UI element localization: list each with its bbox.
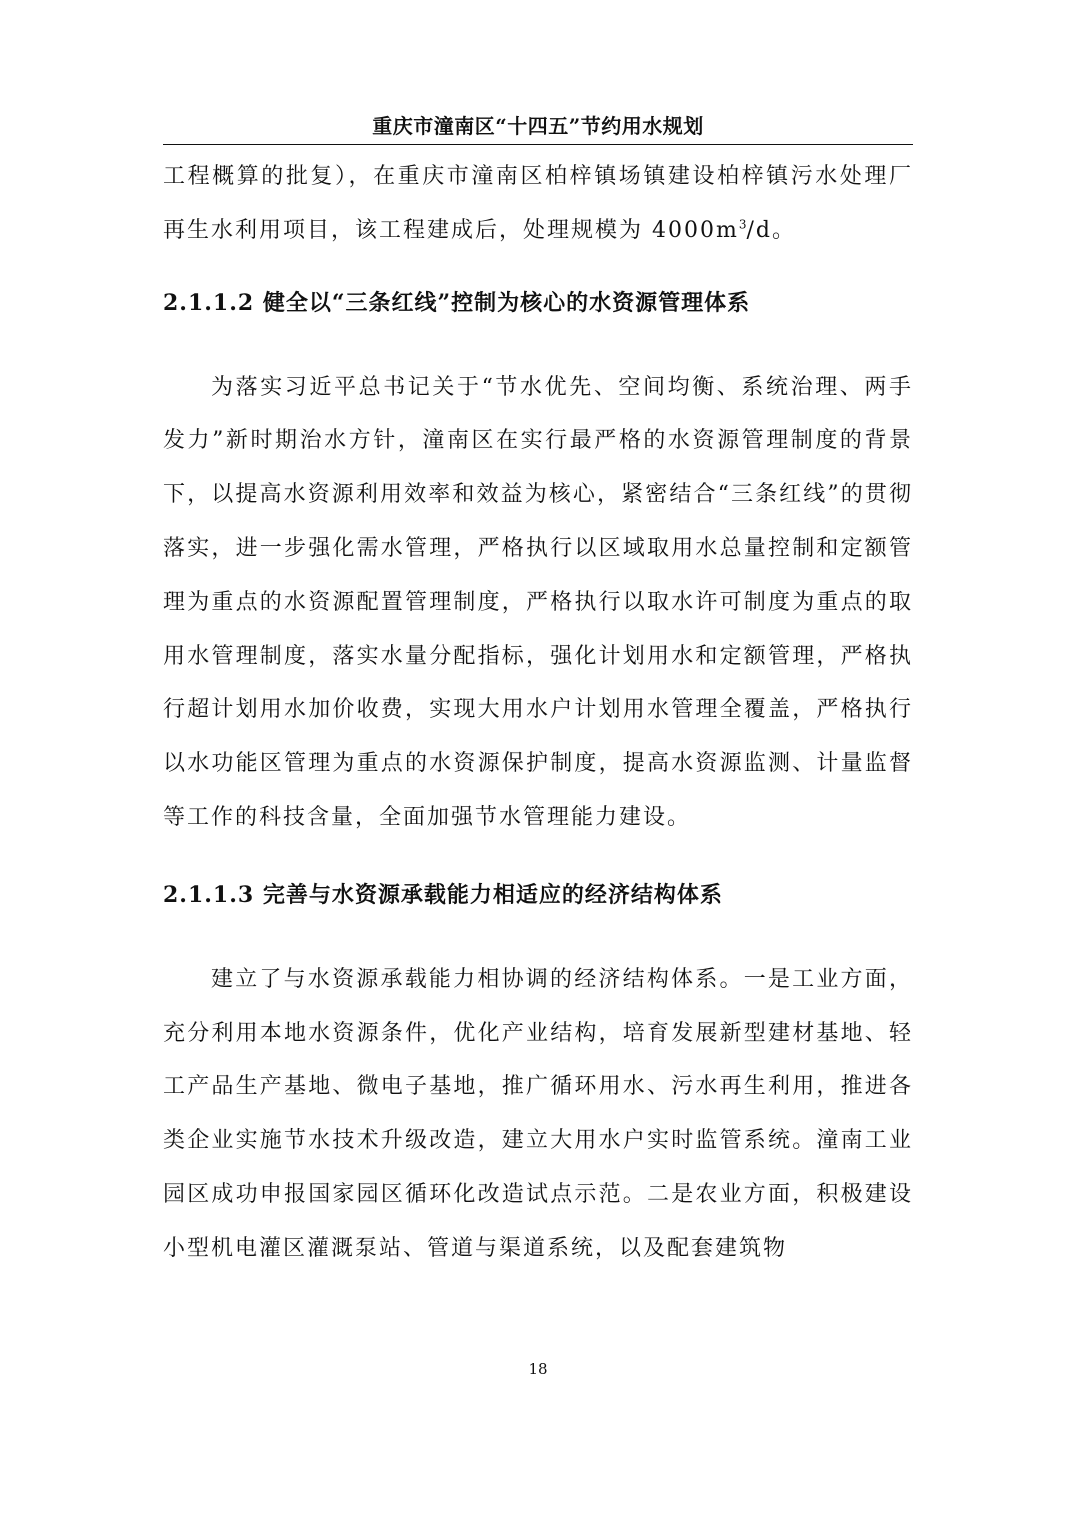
section-heading: 2.1.1.3 完善与水资源承载能力相适应的经济结构体系 (163, 881, 723, 908)
intro-text-end: /d。 (746, 217, 796, 243)
intro-paragraph (163, 150, 913, 258)
section-heading: 2.1.1.2 健全以“三条红线”控制为核心的水资源管理体系 (163, 289, 751, 316)
running-header: 重庆市潼南区“十四五”节约用水规划 (372, 114, 704, 138)
header-divider (163, 144, 913, 145)
section-paragraph: 建立了与水资源承载能力相协调的经济结构体系。一是工业方面，充分利用本地水资源条件，优化产业结构，培育发展新型建材基地、轻工产品生产基地、微电子基地，推广循环用水、污水再生利用，推进各类企业实施节水技术升级改造，建立大用水户实时监管系统。潼南工业园区成功申报国家园区循环化改造试点示范。二是农业方面，积极建设小型机电灌区灌溉泵站、管道与渠道系统，以及配套建筑物 (163, 966, 913, 1261)
page-number: 18 (528, 1360, 548, 1378)
unit-superscript: 3 (738, 217, 747, 232)
page-body (163, 150, 913, 1276)
intro-text: 工程概算的批复），在重庆市潼南区柏梓镇场镇建设柏梓镇污水处理厂再生水利用项目，该工程建成后，处理规模为 4000m (163, 164, 913, 243)
section-paragraph: 为落实习近平总书记关于“节水优先、空间均衡、系统治理、两手发力”新时期治水方针，潼南区在实行最严格的水资源管理制度的背景下，以提高水资源利用效率和效益为核心，紧密结合“三条红线”的贯彻落实，进一步强化需水管理，严格执行以区域取用水总量控制和定额管理为重点的水资源配置管理制度，严格执行以取水许可制度为重点的取用水管理制度，落实水量分配指标，强化计划用水和定额管理，严格执行超计划用水加价收费，实现大用水户计划用水管理全覆盖，严格执行以水功能区管理为重点的水资源保护制度，提高水资源监测、计量监督等工作的科技含量，全面加强节水管理能力建设。 (163, 374, 913, 830)
